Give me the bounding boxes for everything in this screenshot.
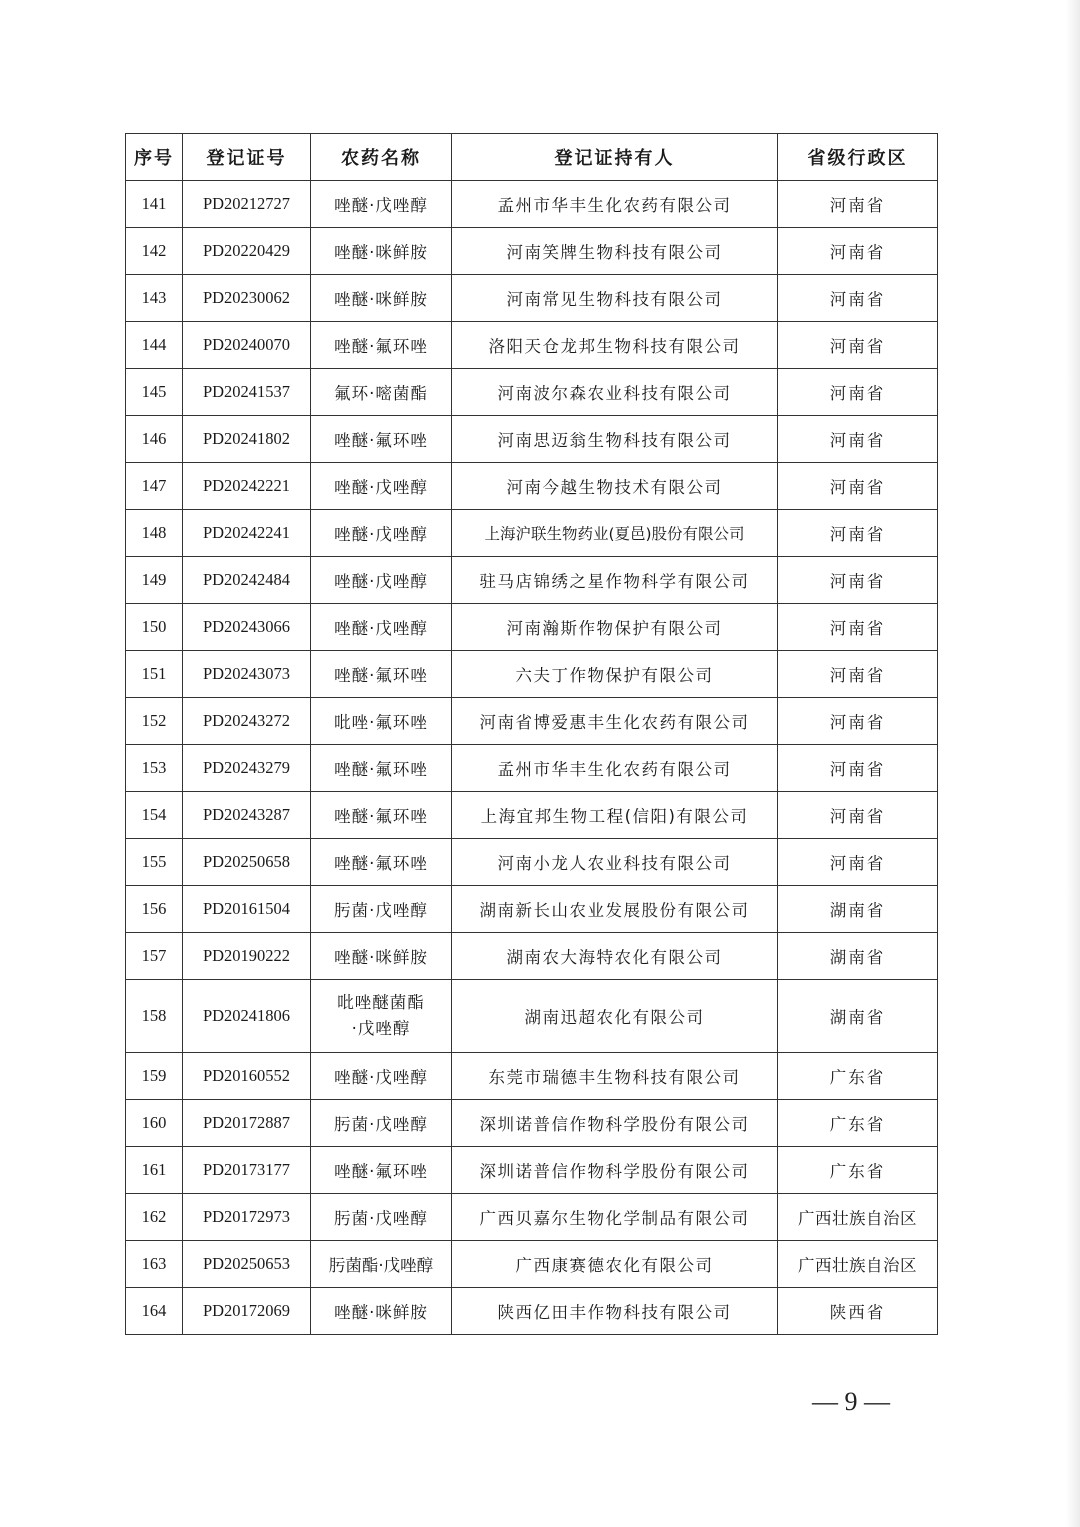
cell-registration-holder: 驻马店锦绣之星作物科学有限公司 — [452, 557, 778, 604]
cell-pesticide-name: 唑醚·戊唑醇 — [311, 557, 452, 604]
cell-registration-holder: 洛阳天仓龙邦生物科技有限公司 — [452, 322, 778, 369]
cell-pesticide-name: 肟菌·戊唑醇 — [311, 886, 452, 933]
cell-province: 河南省 — [778, 698, 938, 745]
table-row — [126, 839, 938, 886]
cell-registration-number: PD20240070 — [183, 322, 311, 369]
cell-province: 湖南省 — [778, 933, 938, 980]
cell-province: 广东省 — [778, 1100, 938, 1147]
cell-registration-number: PD20243073 — [183, 651, 311, 698]
cell-pesticide-name: 肟菌·戊唑醇 — [311, 1100, 452, 1147]
page-edge-shadow — [1066, 0, 1080, 1527]
cell-registration-holder: 河南常见生物科技有限公司 — [452, 275, 778, 322]
table-row — [126, 1288, 938, 1335]
table-row — [126, 792, 938, 839]
cell-serial-number: 158 — [126, 980, 183, 1053]
table-row — [126, 651, 938, 698]
cell-registration-number: PD20243279 — [183, 745, 311, 792]
pesticide-name-line-2: ·戊唑醇 — [351, 1019, 411, 1038]
cell-pesticide-name: 唑醚·咪鲜胺 — [311, 933, 452, 980]
cell-serial-number: 156 — [126, 886, 183, 933]
cell-registration-number: PD20241802 — [183, 416, 311, 463]
cell-serial-number: 145 — [126, 369, 183, 416]
table-row — [126, 275, 938, 322]
cell-registration-holder: 河南省博爱惠丰生化农药有限公司 — [452, 698, 778, 745]
cell-pesticide-name: 唑醚·咪鲜胺 — [311, 1288, 452, 1335]
cell-registration-number: PD20190222 — [183, 933, 311, 980]
cell-province: 河南省 — [778, 651, 938, 698]
cell-registration-number: PD20250653 — [183, 1241, 311, 1288]
cell-serial-number: 143 — [126, 275, 183, 322]
table-row — [126, 980, 938, 1053]
cell-province: 广东省 — [778, 1053, 938, 1100]
cell-serial-number: 147 — [126, 463, 183, 510]
cell-pesticide-name: 吡唑·氟环唑 — [311, 698, 452, 745]
cell-registration-number: PD20243066 — [183, 604, 311, 651]
cell-registration-number: PD20242221 — [183, 463, 311, 510]
cell-registration-number: PD20230062 — [183, 275, 311, 322]
cell-pesticide-name: 唑醚·氟环唑 — [311, 416, 452, 463]
cell-serial-number: 150 — [126, 604, 183, 651]
cell-registration-number: PD20250658 — [183, 839, 311, 886]
cell-registration-holder: 河南小龙人农业科技有限公司 — [452, 839, 778, 886]
cell-registration-number: PD20243272 — [183, 698, 311, 745]
cell-registration-holder: 深圳诺普信作物科学股份有限公司 — [452, 1100, 778, 1147]
cell-province: 陕西省 — [778, 1288, 938, 1335]
cell-province: 河南省 — [778, 604, 938, 651]
cell-pesticide-name: 唑醚·氟环唑 — [311, 792, 452, 839]
header-registration-holder: 登记证持有人 — [452, 134, 778, 181]
cell-serial-number: 160 — [126, 1100, 183, 1147]
cell-registration-number: PD20161504 — [183, 886, 311, 933]
cell-pesticide-name: 唑醚·氟环唑 — [311, 839, 452, 886]
cell-pesticide-name: 氟环·嘧菌酯 — [311, 369, 452, 416]
table-row — [126, 1053, 938, 1100]
cell-serial-number: 163 — [126, 1241, 183, 1288]
cell-pesticide-name: 肟菌酯·戊唑醇 — [311, 1241, 452, 1288]
cell-serial-number: 141 — [126, 181, 183, 228]
cell-registration-holder: 上海沪联生物药业(夏邑)股份有限公司 — [452, 510, 778, 557]
cell-province: 湖南省 — [778, 886, 938, 933]
cell-province: 河南省 — [778, 275, 938, 322]
table-row — [126, 463, 938, 510]
cell-province: 河南省 — [778, 557, 938, 604]
cell-registration-holder: 湖南迅超农化有限公司 — [452, 980, 778, 1053]
cell-registration-number: PD20241537 — [183, 369, 311, 416]
cell-registration-holder: 河南笑牌生物科技有限公司 — [452, 228, 778, 275]
table-row — [126, 604, 938, 651]
cell-registration-holder: 孟州市华丰生化农药有限公司 — [452, 745, 778, 792]
cell-registration-holder: 东莞市瑞德丰生物科技有限公司 — [452, 1053, 778, 1100]
table-row — [126, 1100, 938, 1147]
cell-pesticide-name: 唑醚·戊唑醇 — [311, 1053, 452, 1100]
cell-province: 广西壮族自治区 — [778, 1194, 938, 1241]
cell-serial-number: 152 — [126, 698, 183, 745]
cell-registration-number: PD20173177 — [183, 1147, 311, 1194]
cell-registration-holder: 六夫丁作物保护有限公司 — [452, 651, 778, 698]
cell-serial-number: 155 — [126, 839, 183, 886]
pesticide-name-line-1: 吡唑醚菌酯 — [337, 993, 425, 1012]
table-row — [126, 228, 938, 275]
cell-pesticide-name: 唑醚·氟环唑 — [311, 1147, 452, 1194]
cell-pesticide-name: 唑醚·氟环唑 — [311, 745, 452, 792]
header-province: 省级行政区 — [778, 134, 938, 181]
cell-registration-number: PD20172887 — [183, 1100, 311, 1147]
cell-pesticide-name: 唑醚·戊唑醇 — [311, 604, 452, 651]
cell-registration-number: PD20212727 — [183, 181, 311, 228]
table-row — [126, 557, 938, 604]
cell-registration-holder: 陕西亿田丰作物科技有限公司 — [452, 1288, 778, 1335]
header-pesticide-name: 农药名称 — [311, 134, 452, 181]
cell-registration-number: PD20172069 — [183, 1288, 311, 1335]
table-row — [126, 181, 938, 228]
pesticide-registration-table — [125, 133, 938, 1335]
cell-province: 河南省 — [778, 745, 938, 792]
cell-serial-number: 149 — [126, 557, 183, 604]
cell-pesticide-name: 唑醚·咪鲜胺 — [311, 228, 452, 275]
cell-registration-number: PD20242484 — [183, 557, 311, 604]
cell-registration-number: PD20160552 — [183, 1053, 311, 1100]
cell-registration-holder: 广西贝嘉尔生物化学制品有限公司 — [452, 1194, 778, 1241]
cell-serial-number: 146 — [126, 416, 183, 463]
cell-registration-holder: 河南今越生物技术有限公司 — [452, 463, 778, 510]
table-row — [126, 322, 938, 369]
cell-registration-holder: 河南思迈翁生物科技有限公司 — [452, 416, 778, 463]
table-body — [126, 181, 938, 1335]
cell-serial-number: 159 — [126, 1053, 183, 1100]
cell-registration-number: PD20243287 — [183, 792, 311, 839]
cell-registration-holder: 湖南新长山农业发展股份有限公司 — [452, 886, 778, 933]
cell-serial-number: 153 — [126, 745, 183, 792]
table-row — [126, 886, 938, 933]
cell-province: 河南省 — [778, 463, 938, 510]
cell-pesticide-name: 唑醚·氟环唑 — [311, 322, 452, 369]
cell-serial-number: 148 — [126, 510, 183, 557]
cell-registration-holder: 河南波尔森农业科技有限公司 — [452, 369, 778, 416]
cell-registration-number: PD20220429 — [183, 228, 311, 275]
table-row — [126, 1194, 938, 1241]
cell-serial-number: 161 — [126, 1147, 183, 1194]
cell-province: 河南省 — [778, 839, 938, 886]
table-row — [126, 933, 938, 980]
cell-province: 湖南省 — [778, 980, 938, 1053]
cell-registration-holder: 湖南农大海特农化有限公司 — [452, 933, 778, 980]
table-row — [126, 1241, 938, 1288]
cell-pesticide-name: 唑醚·戊唑醇 — [311, 463, 452, 510]
cell-registration-holder: 孟州市华丰生化农药有限公司 — [452, 181, 778, 228]
cell-serial-number: 151 — [126, 651, 183, 698]
table-row — [126, 745, 938, 792]
table-row — [126, 416, 938, 463]
cell-province: 河南省 — [778, 228, 938, 275]
cell-serial-number: 162 — [126, 1194, 183, 1241]
cell-province: 河南省 — [778, 181, 938, 228]
cell-registration-number: PD20241806 — [183, 980, 311, 1053]
cell-pesticide-name — [311, 980, 452, 1053]
cell-registration-number: PD20242241 — [183, 510, 311, 557]
cell-province: 河南省 — [778, 322, 938, 369]
cell-serial-number: 154 — [126, 792, 183, 839]
cell-serial-number: 164 — [126, 1288, 183, 1335]
cell-pesticide-name: 唑醚·戊唑醇 — [311, 510, 452, 557]
table-row — [126, 369, 938, 416]
cell-pesticide-name: 唑醚·咪鲜胺 — [311, 275, 452, 322]
cell-serial-number: 142 — [126, 228, 183, 275]
table-row — [126, 510, 938, 557]
cell-registration-holder: 广西康赛德农化有限公司 — [452, 1241, 778, 1288]
table-row — [126, 1147, 938, 1194]
cell-pesticide-name: 唑醚·氟环唑 — [311, 651, 452, 698]
table-header-row — [126, 134, 938, 181]
header-registration-number: 登记证号 — [183, 134, 311, 181]
cell-province: 河南省 — [778, 792, 938, 839]
cell-province: 河南省 — [778, 416, 938, 463]
cell-province: 河南省 — [778, 369, 938, 416]
header-serial-number: 序号 — [126, 134, 183, 181]
cell-serial-number: 157 — [126, 933, 183, 980]
cell-serial-number: 144 — [126, 322, 183, 369]
table-row — [126, 698, 938, 745]
cell-registration-holder: 河南瀚斯作物保护有限公司 — [452, 604, 778, 651]
cell-registration-holder: 上海宜邦生物工程(信阳)有限公司 — [452, 792, 778, 839]
page-number: — 9 — — [812, 1387, 890, 1416]
cell-registration-holder: 深圳诺普信作物科学股份有限公司 — [452, 1147, 778, 1194]
cell-province: 广西壮族自治区 — [778, 1241, 938, 1288]
cell-pesticide-name: 唑醚·戊唑醇 — [311, 181, 452, 228]
cell-pesticide-name: 肟菌·戊唑醇 — [311, 1194, 452, 1241]
cell-province: 广东省 — [778, 1147, 938, 1194]
cell-province: 河南省 — [778, 510, 938, 557]
cell-registration-number: PD20172973 — [183, 1194, 311, 1241]
